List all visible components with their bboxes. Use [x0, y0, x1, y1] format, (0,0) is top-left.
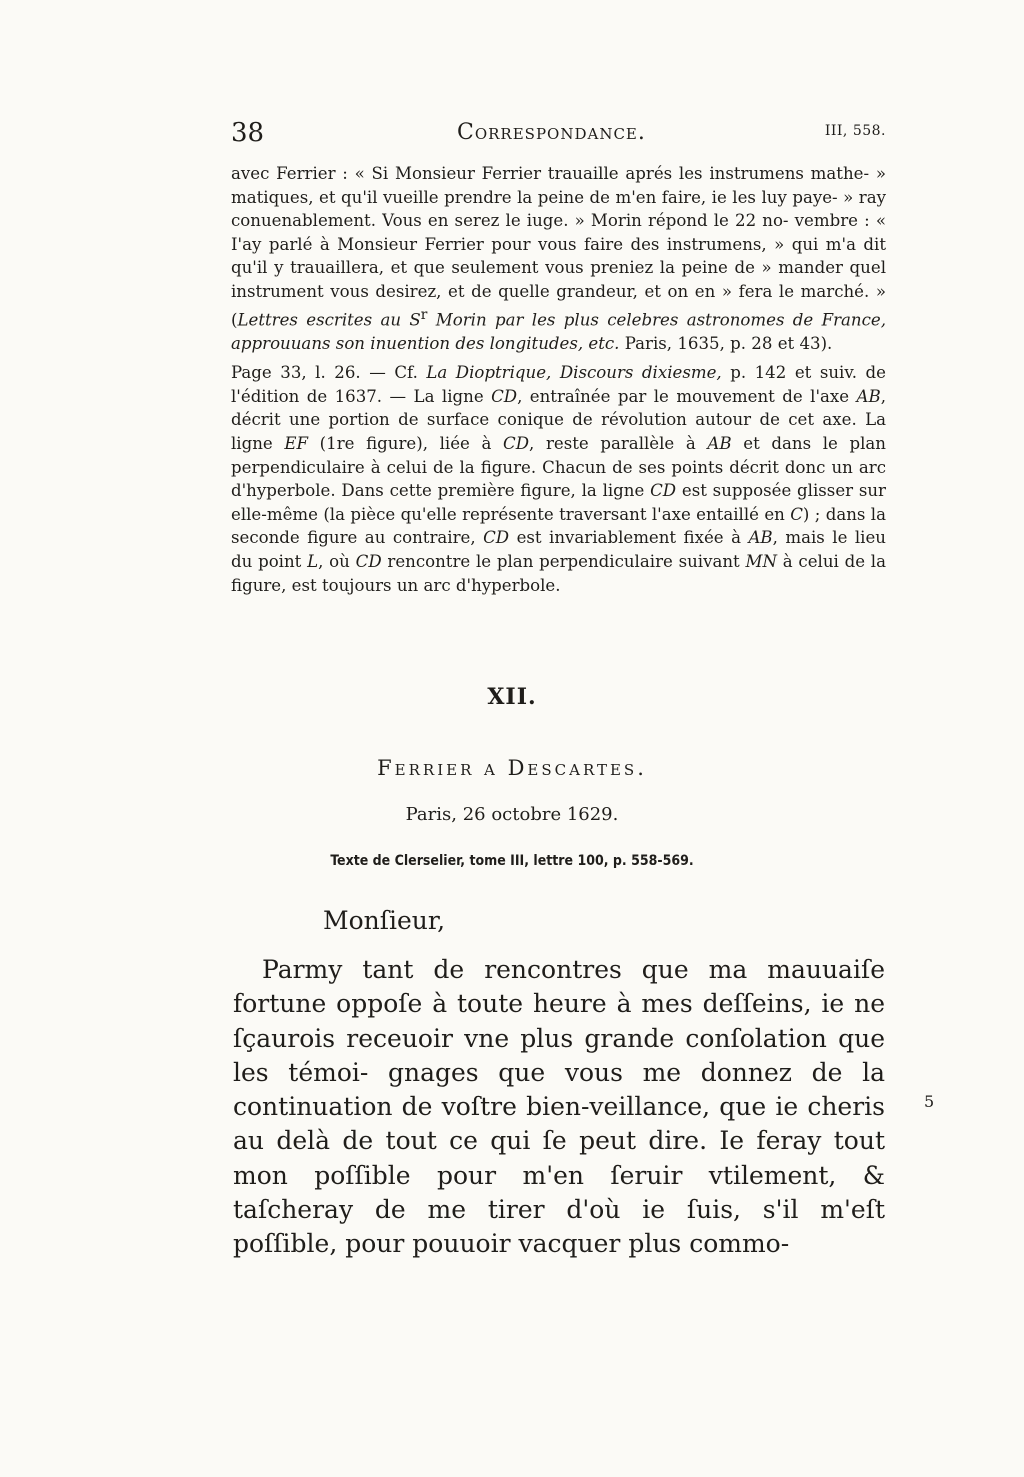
letter-number: XII.	[487, 684, 537, 710]
letter-title: Ferrier a Descartes.	[377, 756, 647, 780]
page-number: 38	[231, 118, 265, 148]
note-dioptrique: Page 33, l. 26. — Cf. La Dioptrique, Discours dixiesme, p. 142 et suiv. de l'édition de 1637. — La ligne CD, entraînée par le mouvement de l'axe AB, décrit une portion de surface conique de révolution autour de cet axe. La ligne EF (1re figure), liée à CD, reste parallèle à AB et dans le plan perpendiculaire à celui de la figure. Chacun de ses points décrit donc un arc d'hyperbole. Dans cette première figure, la ligne CD est supposée glisser sur elle-même (la pièce qu'elle représente traversant l'axe entaillé en C) ; dans la seconde figure au contraire, CD est invariablement fixée à AB, mais le lieu du point L, où CD rencontre le plan perpendiculaire suivant MN à celui de la figure, est toujours un arc d'hyperbole.	[231, 363, 887, 595]
letter-paragraph: Parmy tant de rencontres que ma mauuaiſe fortune oppoſe à toute heure à mes deſſeins, ie ne ſçaurois receuoir vne plus grande conſolation que les témoi- gnages que vous me donnez de la continuation de voſtre bien-veillance, que ie cheris au delà de tout ce qui ſe peut dire. Ie feray tout mon poſſible pour m'en ſeruir vtilement, & taſcheray de me tirer d'où ie ſuis, s'il m'eſt poſſible, pour pouuoir vacquer plus commo-	[233, 955, 885, 1259]
letter-source: Texte de Clerselier, tome III, lettre 100, p. 558-569.	[330, 853, 694, 869]
running-title: Correspondance.	[457, 120, 646, 145]
margin-line-number: 5	[924, 1092, 935, 1111]
letter-body	[233, 953, 885, 1262]
running-header	[231, 118, 886, 150]
footnotes	[231, 162, 886, 597]
letter-date: Paris, 26 octobre 1629.	[405, 804, 619, 825]
note-morin-ferrier: avec Ferrier : « Si Monsieur Ferrier trauaille aprés les instrumens mathe- » matiques, et qu'il vueille prendre la peine de m'en faire, ie les luy paye- » ray conuenablement. Vous en serez le iuge. » Morin répond le 22 no- vembre : « I'ay parlé à Monsieur Ferrier pour vous faire des instrumens, » qui m'a dit qu'il y trauaillera, et que seulement vous preniez la peine de » mander quel instrument vous desirez, et de quelle grandeur, et on en » fera le marché. » (Lettres escrites au $S^r$ Morin par les plus celebres astronomes de France, approuuans son inuention des longitudes, etc. Paris, 1635, p. 28 et 43).	[231, 164, 886, 353]
salutation: Monſieur,	[323, 906, 446, 935]
volume-page-reference: III, 558.	[824, 123, 886, 139]
